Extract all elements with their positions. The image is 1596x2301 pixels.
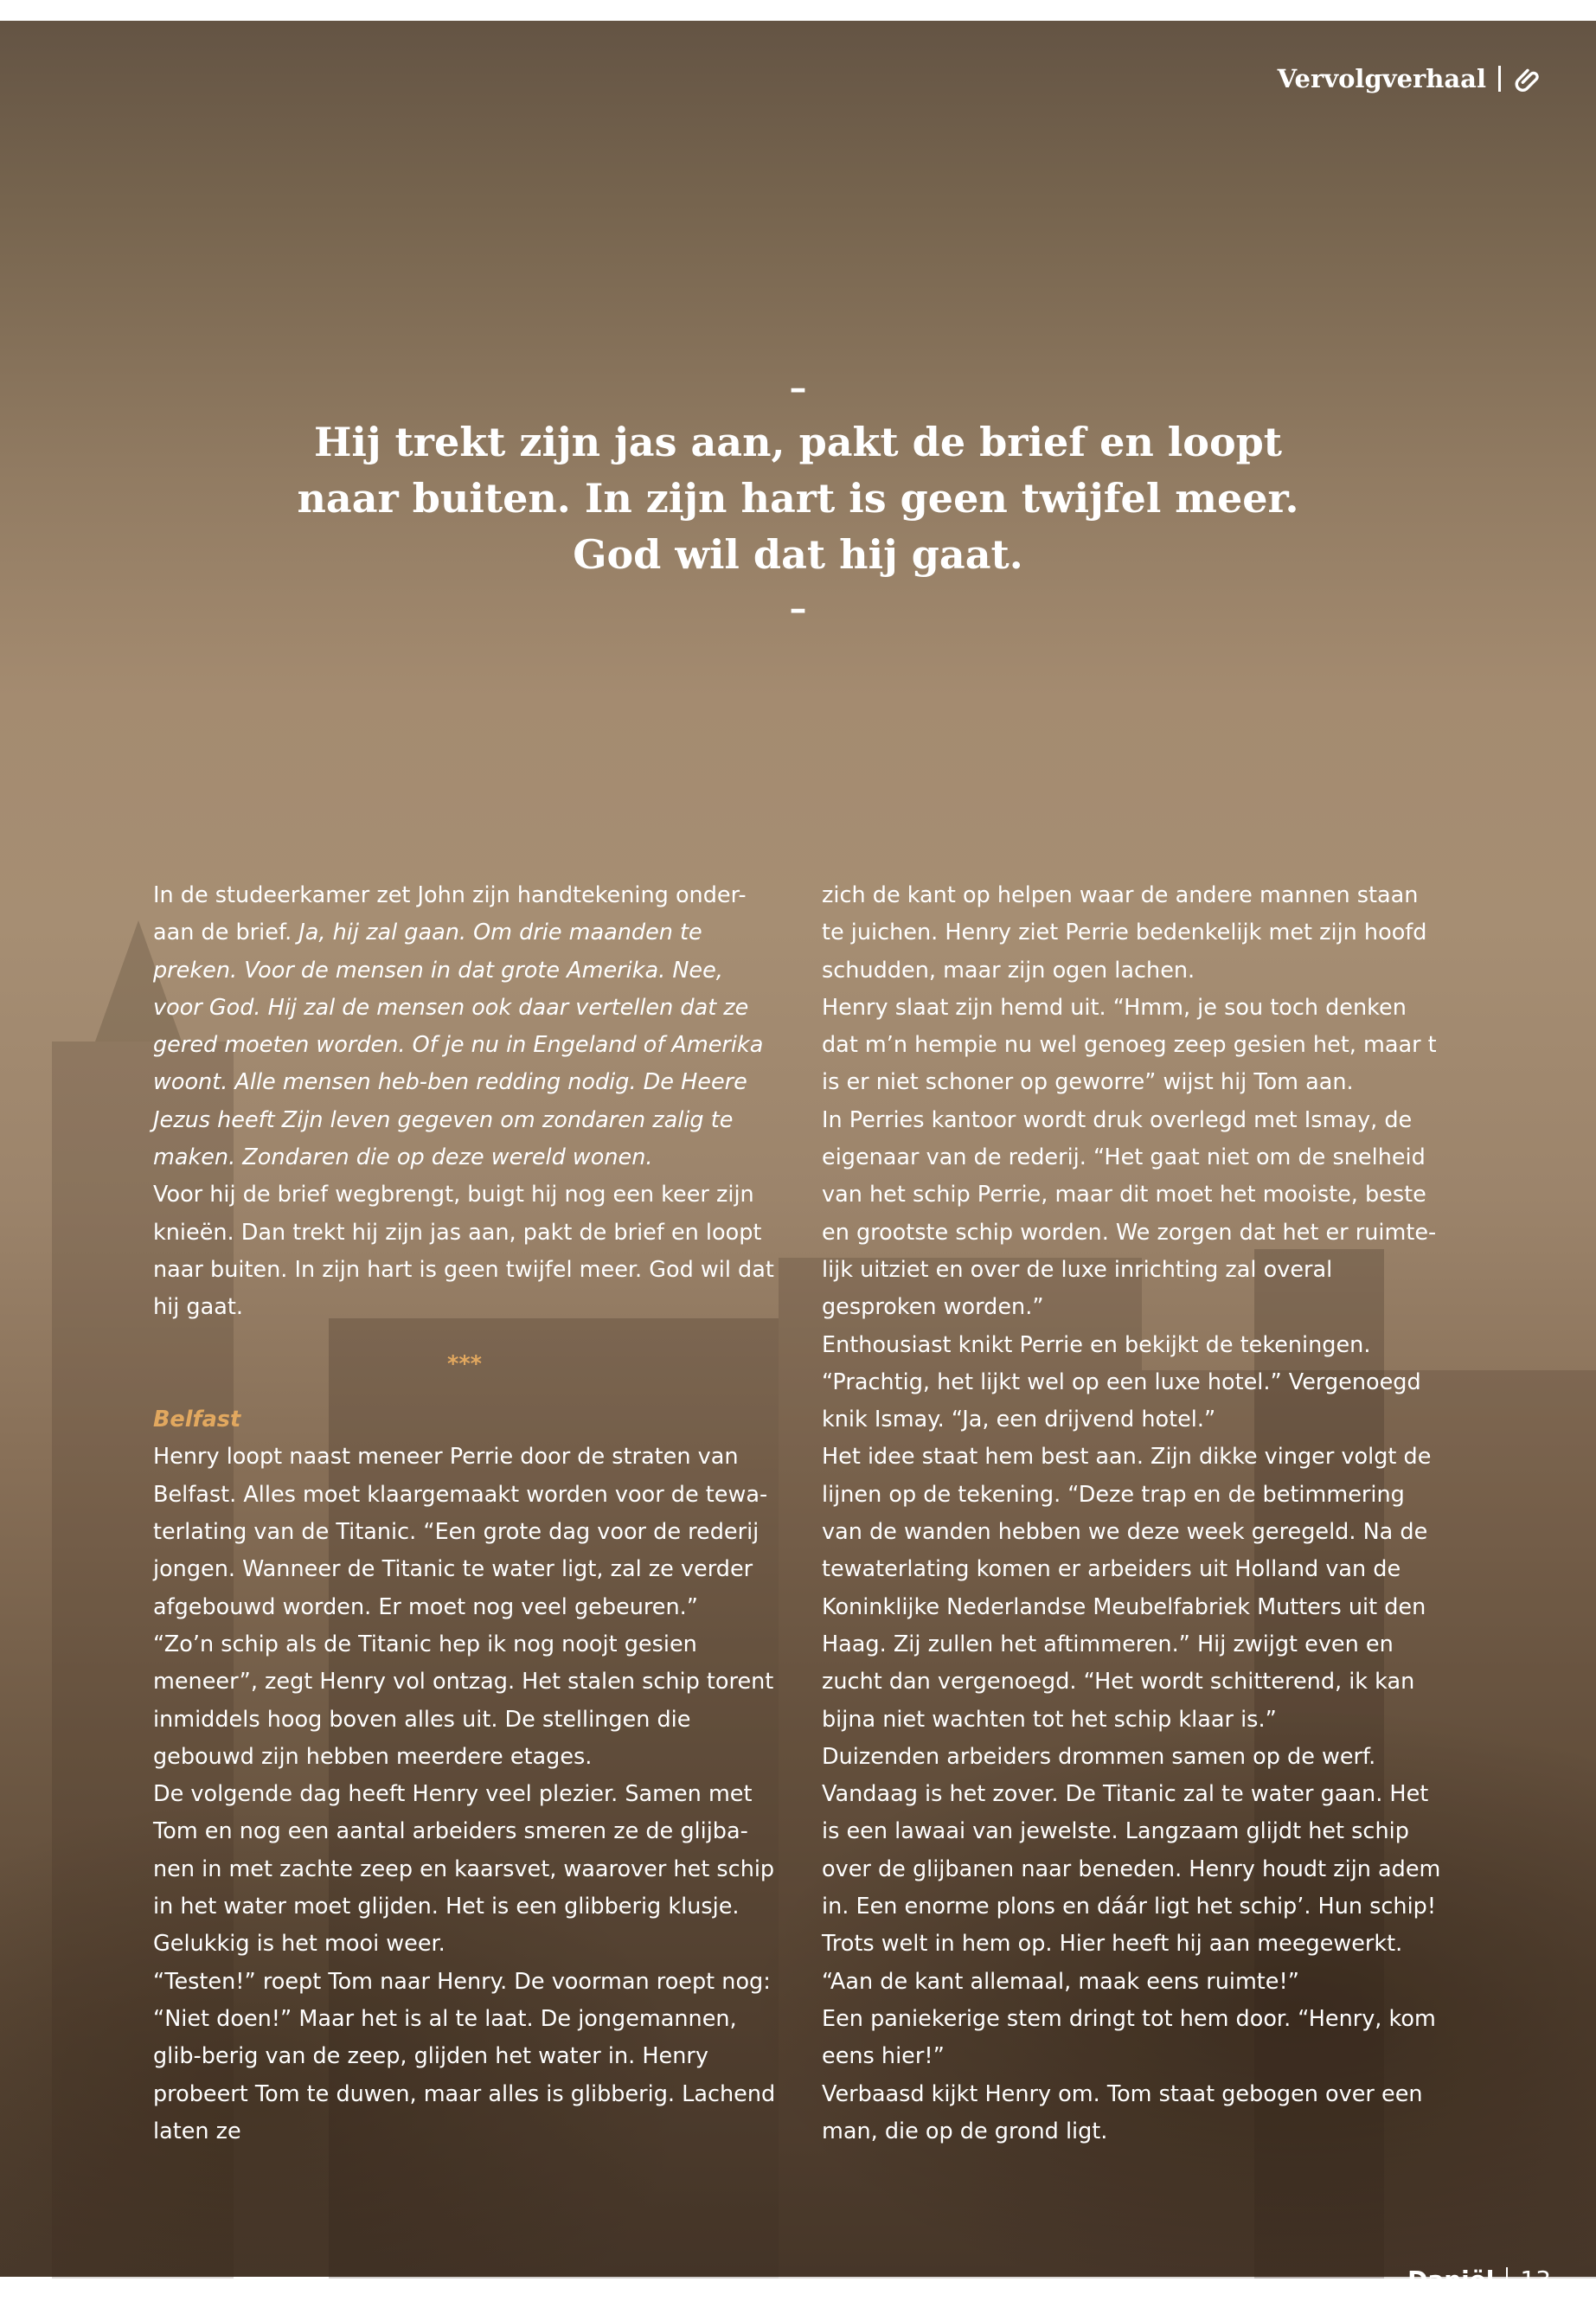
paragraph: Het idee staat hem best aan. Zijn dikke vinger volgt de lijnen op de tekening. “Deze trap en de betimmering van de wanden hebben we deze week geregeld. Na de tewaterlating komen er arbeiders uit Holland van de Koninklijke Nederlandse Meubelfabriek Mutters uit den Haag. Zij zullen het aftimmeren.” Hij zwijgt even en zucht dan vergenoegd. “Het wordt schitterend, ik kan bijna niet wachten tot het schip klaar is.” (822, 1444, 1432, 1733)
section-header (1278, 57, 1542, 100)
intro-text: In de studeerkamer zet John zijn handtekening onder-aan de brief. (153, 882, 747, 946)
paragraph: zich de kant op helpen waar de andere mannen staan te juichen. Henry ziet Perrie bedenkelijk met zijn hoofd schudden, maar zijn ogen lachen. (822, 882, 1427, 984)
left-column (153, 877, 776, 2150)
paragraph: Henry slaat zijn hemd uit. “Hmm, je sou toch denken dat m’n hempie nu wel genoeg zeep gesien het, maar t is er niet schoner op geworre” wijst hij Tom aan. (822, 994, 1437, 1096)
paragraph: De volgende dag heeft Henry veel plezier. Samen met Tom en nog een aantal arbeiders smeren ze de glijba-nen in met zachte zeep en kaarsvet, waarover het schip in het water moet glijden. Het is een glibberig klusje. Gelukkig is het mooi weer. (153, 1781, 775, 1958)
paragraph: Duizenden arbeiders drommen samen op de werf. Vandaag is het zover. De Titanic zal te water gaan. Het is een lawaai van jewelste. Langzaam glijdt het schip over de glijbanen naar beneden. Henry houdt zijn adem in. Een enorme plons en dáár ligt het schip’. Hun schip! Trots welt in hem op. Hier heeft hij aan meegewerkt. (822, 1743, 1441, 1958)
pull-quote-dash-top: – (789, 368, 807, 408)
pull-quote-dash-bottom: – (789, 588, 807, 629)
paragraph (153, 877, 776, 1176)
paragraph: “Testen!” roept Tom naar Henry. De voorman roept nog: “Niet doen!” Maar het is al te laat. De jongemannen, glib-berig van de zeep, glijden het water in. Henry probeert Tom te duwen, maar alles is glibberig. Lachend laten ze (153, 1968, 776, 2144)
paragraph: “Aan de kant allemaal, maak eens ruimte!” (822, 1968, 1299, 1995)
right-column (822, 877, 1445, 2150)
paragraph: Verbaasd kijkt Henry om. Tom staat gebogen over een man, die op de grond ligt. (822, 2080, 1423, 2144)
header-divider (1498, 66, 1501, 92)
section-title: Vervolgverhaal (1277, 64, 1486, 93)
pull-quote-line: Hij trekt zijn jas aan, pakt de brief en loopt (313, 419, 1283, 465)
pull-quote (242, 362, 1354, 635)
page-background (0, 21, 1596, 2294)
paragraph: “Zo’n schip als de Titanic hep ik nog noojt gesien meneer”, zegt Henry vol ontzag. Het stalen schip torent inmiddels hoog boven alles uit. De stellingen die gebouwd zijn hebben meerdere etages. (153, 1631, 774, 1770)
subheading: Belfast (153, 1407, 241, 1433)
section-break-stars: *** (446, 1350, 482, 1377)
paragraph: Enthousiast knikt Perrie en bekijkt de tekeningen. “Prachtig, het lijkt wel op een luxe hotel.” Vergenoegd knik Ismay. “Ja, een drijvend hotel.” (822, 1331, 1421, 1433)
magazine-name: Daniël (1407, 2265, 1495, 2294)
page-footer (1407, 2258, 1551, 2301)
pull-quote-line: naar buiten. In zijn hart is geen twijfel meer. (297, 475, 1299, 522)
paperclip-icon (1513, 64, 1542, 93)
paragraph: Voor hij de brief wegbrengt, buigt hij nog een keer zijn knieën. Dan trekt hij zijn jas aan, pakt de brief en loopt naar buiten. In zijn hart is geen twijfel meer. God wil dat hij gaat. (153, 1182, 774, 1321)
page-number: 13 (1520, 2265, 1551, 2294)
pull-quote-line: God wil dat hij gaat. (573, 531, 1023, 578)
paragraph: In Perries kantoor wordt druk overlegd met Ismay, de eigenaar van de rederij. “Het gaat niet om de snelheid van het schip Perrie, maar dit moet het mooiste, beste en grootste schip worden. We zorgen dat het er ruimte-lijk uitziet en over de luxe inrichting zal overal gesproken worden.” (822, 1106, 1437, 1321)
footer-divider (1506, 2267, 1508, 2291)
paragraph: Een paniekerige stem dringt tot hem door. “Henry, kom eens hier!” (822, 2005, 1436, 2070)
intro-italic-text: Ja, hij zal gaan. Om drie maanden te preken. Voor de mensen in dat grote Amerika. Nee, voor God. Hij zal de mensen ook daar vertellen dat ze gered moeten worden. Of je nu in Engeland of Amerika woont. Alle mensen heb-ben redding nodig. De Heere Jezus heeft Zijn leven gegeven om zondaren zalig te maken. Zondaren die op deze wereld wonen. (153, 920, 764, 1171)
paragraph: Henry loopt naast meneer Perrie door de straten van Belfast. Alles moet klaargemaakt worden voor de tewa-terlating van de Titanic. “Een grote dag voor de rederij jongen. Wanneer de Titanic te water ligt, zal ze verder afgebouwd worden. Er moet nog veel gebeuren.” (153, 1444, 768, 1620)
